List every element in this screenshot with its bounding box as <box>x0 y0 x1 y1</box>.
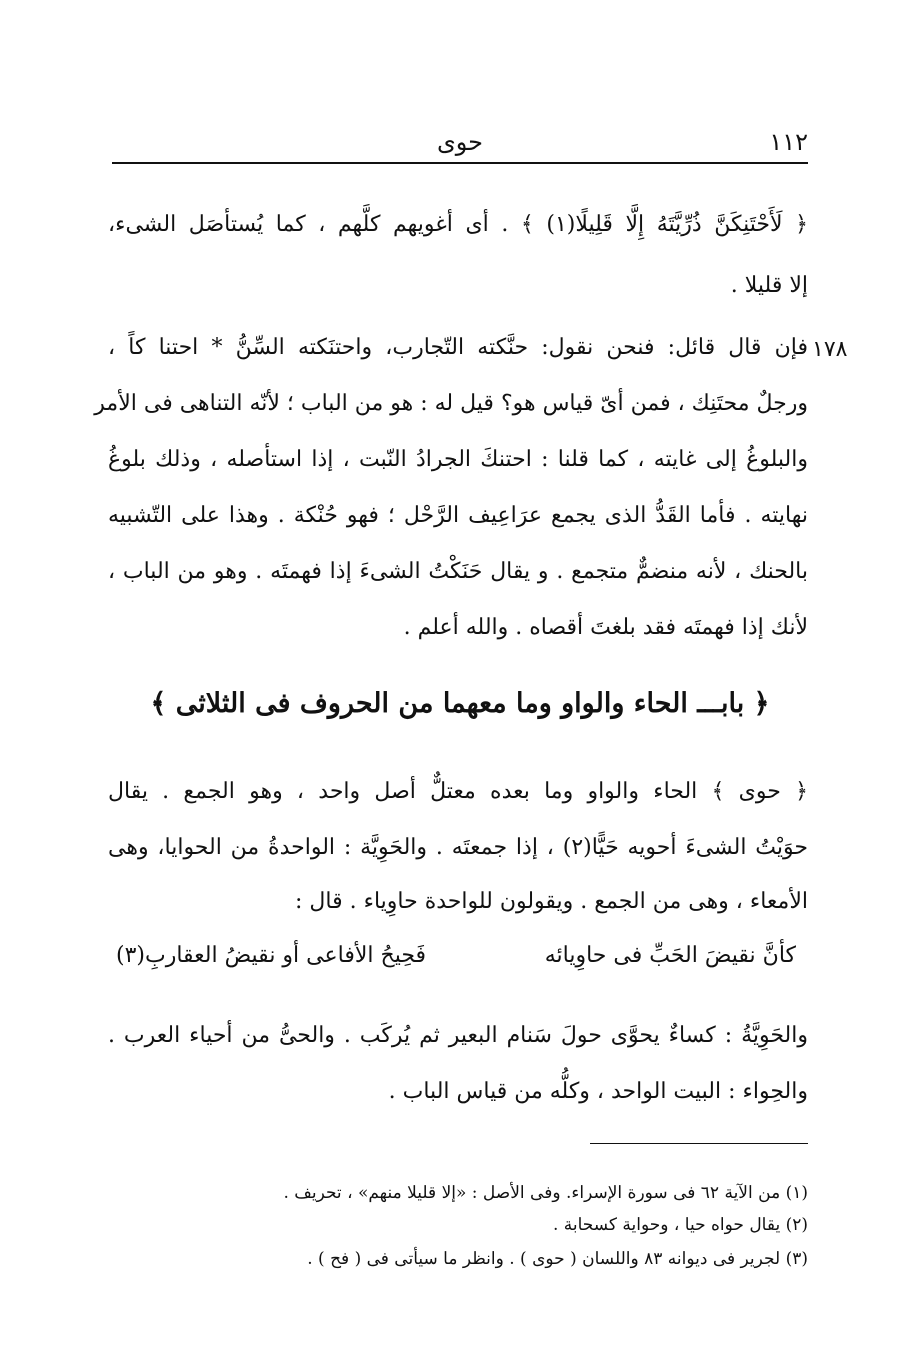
header-rule <box>112 162 808 164</box>
paragraph-line-4: نهايته . فأما القَدُّ الذى يجمع عرَاعِيف الرَّحْل ؛ فهو حُنْكة . وهذا على التّشبيه <box>108 503 808 528</box>
footnote-2: (٢) يقال حواه حيا ، وحواية كسحابة . <box>552 1215 808 1235</box>
page-header <box>112 118 808 162</box>
verse-second-hemistich: فَحِيحُ الأفاعى أو نقيضُ العقاربِ(٣) <box>116 943 427 968</box>
footnote-separator <box>590 1143 808 1144</box>
entry-line-1: ﴿ حوى ﴾ الحاء والواو وما بعده معتلٌّ أصل واحد ، وهو الجمع . يقال <box>108 779 808 804</box>
paragraph-line-5: بالحنك ، لأنه منضمٌّ متجمع . و يقال حَنَكْتُ الشىءَ إذا فهمتَه . وهو من الباب ، <box>108 559 808 584</box>
entry-after-line-2: والحِواء : البيت الواحد ، وكلُّه من قياس الباب . <box>388 1079 808 1104</box>
page-number: ١١٢ <box>769 128 808 156</box>
footnote-1: (١) من الآية ٦٢ فى سورة الإسراء. وفى الأصل : «إلا قليلا منهم» ، تحريف . <box>283 1183 808 1203</box>
continuation-line-1: ﴿ لَأَحْتَنِكَنَّ ذُرِّيَّتَهُ إِلَّا قَلِيلًا(١) ﴾ . أى أغويهم كلَّهم ، كما يُستأصَل الشىء، <box>108 212 809 237</box>
footnote-3: (٣) لجرير فى ديوانه ٨٣ واللسان ( حوى ) . وانظر ما سيأتى فى ( فح ) . <box>307 1249 808 1269</box>
paragraph-line-3: والبلوغُ إلى غايته ، كما قلنا : احتنكَ الجرادُ النّبت ، إذا استأصله ، وذلك بلوغُ <box>108 447 808 472</box>
chapter-title: ﴿ بابـــ الحاء والواو وما معهما من الحروف فى الثلاثى ﴾ <box>150 688 770 719</box>
entry-line-3: الأمعاء ، وهى من الجمع . ويقولون للواحدة حاوِياء . قال : <box>295 889 808 914</box>
entry-line-2: حوَيْتُ الشىءَ أحويه حَيًّا(٢) ، إذا جمعتَه . والحَوِيَّة : الواحدةُ من الحوايا، وهى <box>108 835 809 860</box>
paragraph-line-2: ورجلٌ محتَنِك ، فمن أىّ قياس هو؟ قيل له : هو من الباب ؛ لأنّه التناهى فى الأمر <box>94 391 808 416</box>
paragraph-line-1: فإن قال قائل: فنحن نقول: حنَّكته التّجارب، واحتنَكته السِّنُّ * احتنا كاً ، <box>108 335 808 360</box>
paragraph-number: ١٧٨ <box>812 337 848 362</box>
verse-first-hemistich: كأنَّ نقيضَ الحَبِّ فى حاوِيائه <box>544 943 796 968</box>
paragraph-line-6: لأنك إذا فهمتَه فقد بلغتَ أقصاه . والله أعلم . <box>403 615 808 640</box>
entry-after-line-1: والحَوِيَّةُ : كساءٌ يحوَّى حولَ سَنام البعير ثم يُركَب . والحىُّ من أحياء العرب . <box>108 1023 808 1048</box>
continuation-line-2: إلا قليلا . <box>730 273 808 298</box>
running-title: حوى <box>436 128 484 156</box>
